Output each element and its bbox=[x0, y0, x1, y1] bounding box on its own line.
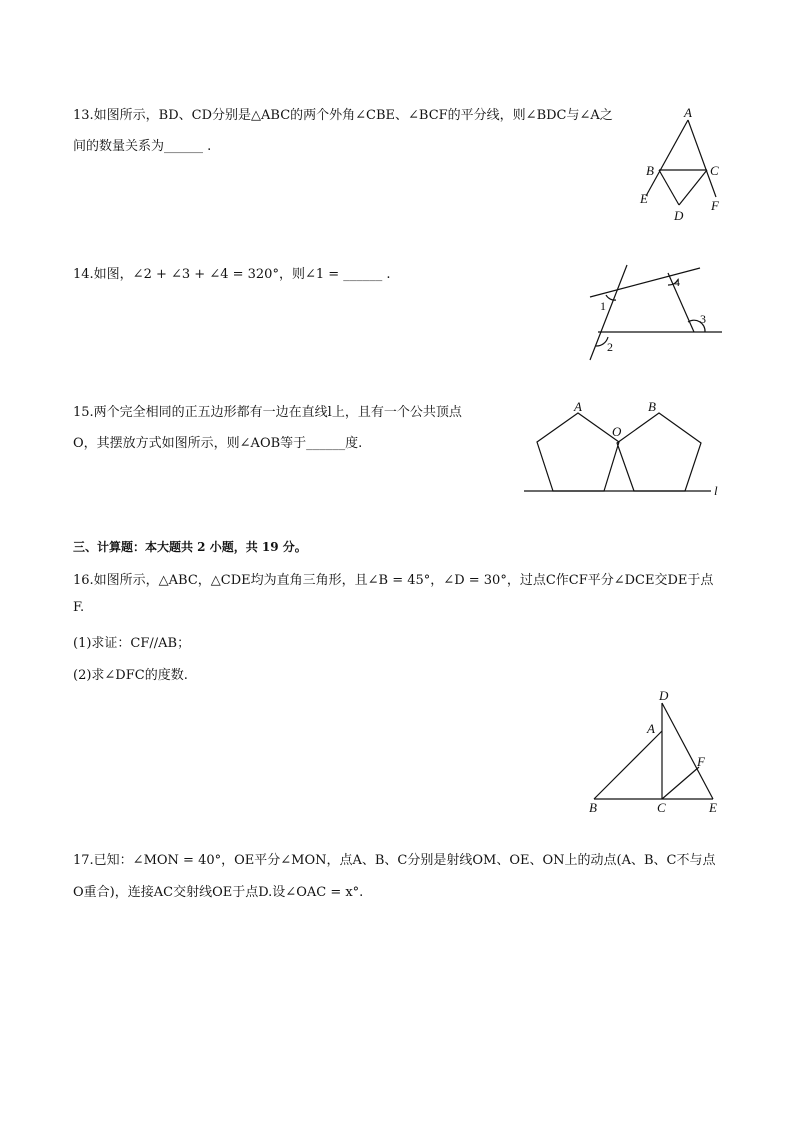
q16-label-F: F bbox=[697, 754, 705, 769]
q14-label-3: 3 bbox=[700, 312, 706, 326]
q13-line1: 13.如图所示，BD、CD分别是△ABC的两个外角∠CBE、∠BCF的平分线，则∠BDC与∠A之 bbox=[73, 108, 613, 123]
q16-label-B: B bbox=[589, 800, 597, 815]
q15-line1: 15.两个完全相同的正五边形都有一边在直线l上，且有一个公共顶点 bbox=[73, 405, 462, 420]
q16-label-A: A bbox=[647, 721, 655, 736]
q14-label-1: 1 bbox=[600, 299, 606, 313]
q17-line1: 17.已知：∠MON = 40°，OE平分∠MON，点A、B、C分别是射线OM、OE、ON上的动点(A、B、C不与点 bbox=[73, 853, 716, 868]
q15-line2: O，其摆放方式如图所示，则∠AOB等于______度. bbox=[73, 436, 363, 451]
q16-line1: 16.如图所示，△ABC，△CDE均为直角三角形，且∠B = 45°，∠D = 30°，过点C作CF平分∠DCE交DE于点 bbox=[73, 573, 714, 588]
q13-label-A: A bbox=[684, 105, 692, 120]
q13-line2: 间的数量关系为______ . bbox=[73, 139, 212, 154]
q16-label-E: E bbox=[709, 800, 717, 815]
section-3-heading: 三、计算题：本大题共 2 小题，共 19 分。 bbox=[73, 540, 307, 554]
q14-label-4: 4 bbox=[674, 275, 680, 289]
q16-part2: (2)求∠DFC的度数. bbox=[73, 668, 188, 683]
q15-label-A: A bbox=[574, 399, 582, 414]
q16-line2: F. bbox=[73, 600, 85, 615]
q16-label-C: C bbox=[657, 800, 666, 815]
q13-label-F: F bbox=[711, 198, 719, 213]
q13-label-D: D bbox=[674, 208, 684, 223]
q13-label-E: E bbox=[640, 191, 648, 206]
q16-label-D: D bbox=[659, 688, 669, 703]
q17-line2: O重合)，连接AC交射线OE于点D.设∠OAC = x°. bbox=[73, 885, 364, 900]
q13-label-C: C bbox=[710, 163, 719, 178]
q14-line1: 14.如图，∠2 + ∠3 + ∠4 = 320°，则∠1 = ______ . bbox=[73, 267, 391, 282]
q15-label-l: l bbox=[714, 483, 718, 498]
q13-label-B: B bbox=[646, 163, 654, 178]
q14-label-2: 2 bbox=[607, 340, 613, 354]
q15-label-O: O bbox=[612, 424, 622, 439]
q16-part1: (1)求证：CF//AB； bbox=[73, 636, 191, 651]
q15-label-B: B bbox=[648, 399, 656, 414]
